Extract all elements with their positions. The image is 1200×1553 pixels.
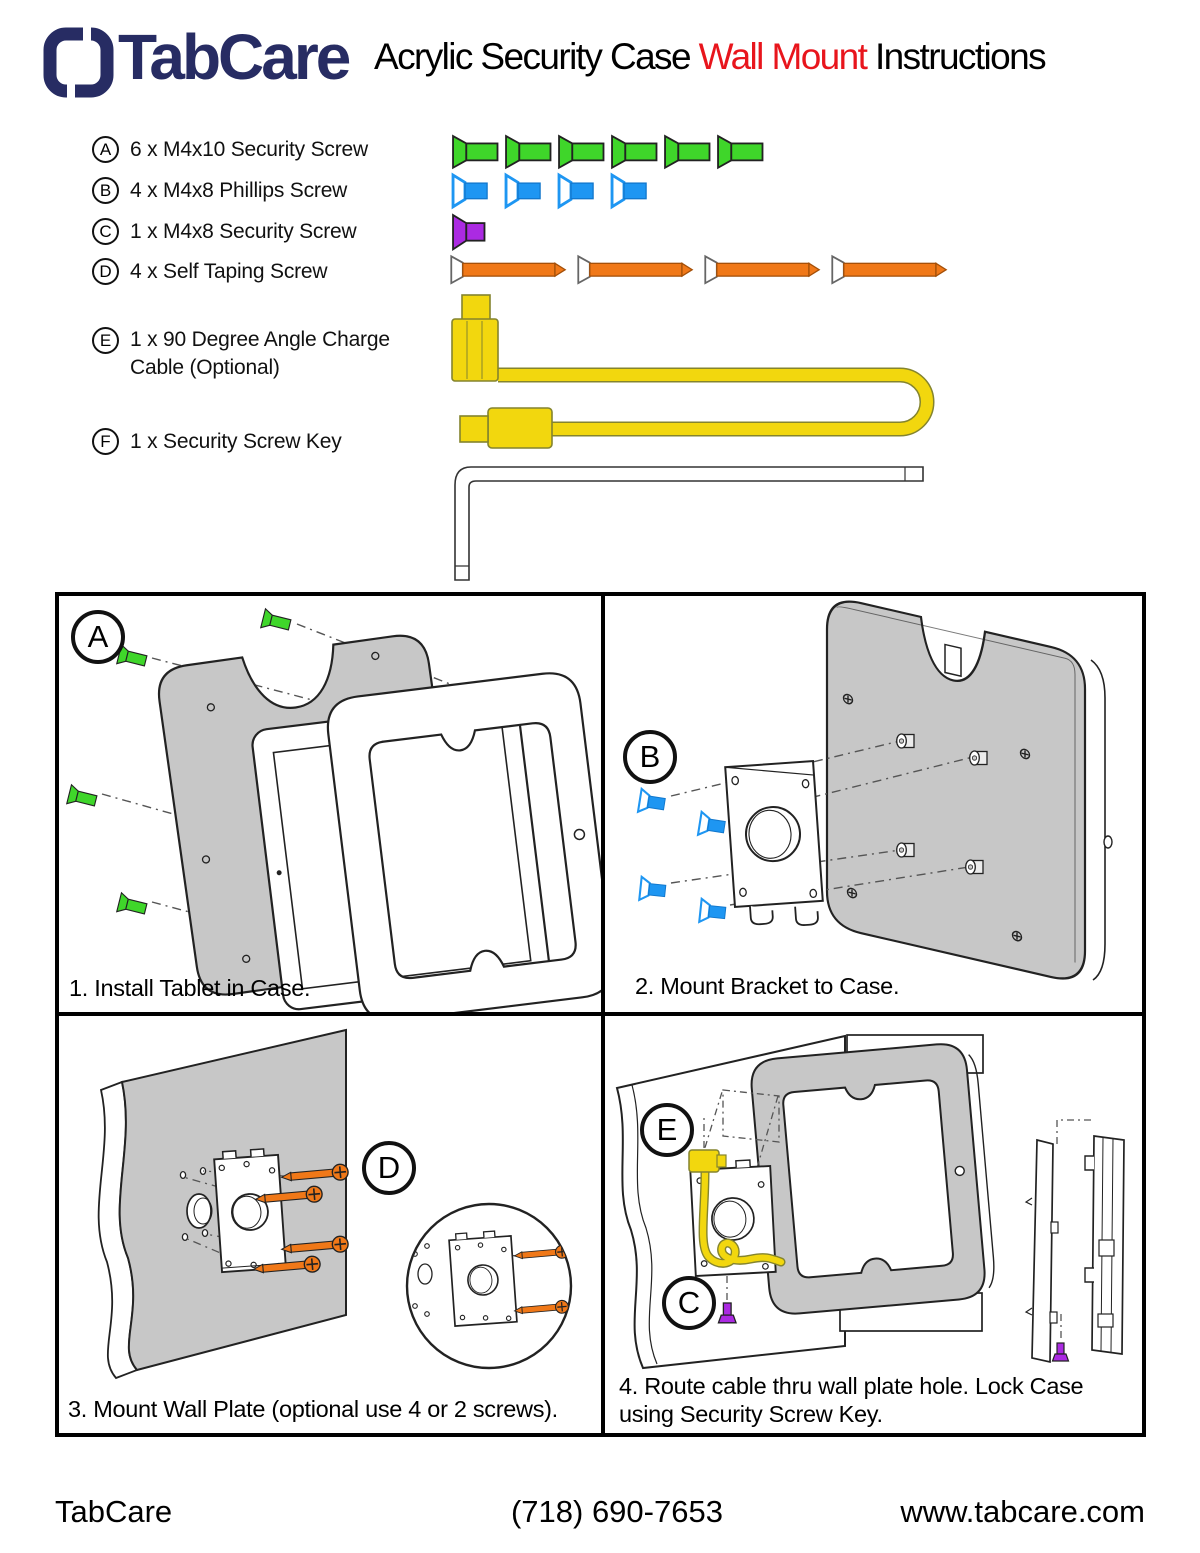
footer-website: www.tabcare.com <box>900 1494 1145 1529</box>
title-suffix: Instructions <box>866 36 1045 77</box>
step-badge-d: D <box>362 1141 416 1195</box>
footer-phone: (718) 690-7653 <box>510 1494 723 1529</box>
part-label-c: 1 x M4x8 Security Screw <box>130 220 357 243</box>
part-label-f: 1 x Security Screw Key <box>130 430 342 453</box>
step-panel-3 <box>59 1016 605 1433</box>
orange-self-taping-screws-row <box>448 253 953 287</box>
install-tablet-diagram <box>59 596 601 1012</box>
green-security-screws-row <box>450 133 780 171</box>
brand-wordmark: TabCare <box>118 21 349 93</box>
purple-security-screw-row <box>450 212 510 254</box>
step-badge-a: A <box>71 610 125 664</box>
step-panel-2 <box>605 596 1142 1016</box>
security-key-drawing <box>445 460 940 585</box>
part-label-a: 6 x M4x10 Security Screw <box>130 138 368 161</box>
step-caption-4: 4. Route cable thru wall plate hole. Lock Case using Security Screw Key. <box>619 1372 1084 1428</box>
part-badge-b: B <box>92 177 119 204</box>
mount-wall-plate-diagram <box>59 1016 601 1429</box>
step-panel-1 <box>59 596 605 1016</box>
part-label-e: 1 x 90 Degree Angle Charge Cable (Optional) <box>130 328 390 379</box>
footer-company: TabCare <box>55 1494 173 1529</box>
charge-cable-drawing <box>448 290 953 460</box>
step-caption-2: 2. Mount Bracket to Case. <box>635 973 900 999</box>
step-caption-3: 3. Mount Wall Plate (optional use 4 or 2 screws). <box>68 1396 558 1422</box>
page-title <box>374 36 1045 78</box>
route-cable-lock-diagram <box>605 1016 1142 1429</box>
part-badge-a: A <box>92 136 119 163</box>
title-prefix: Acrylic Security Case <box>374 36 699 77</box>
instruction-grid <box>55 592 1146 1437</box>
part-label-d: 4 x Self Taping Screw <box>130 260 328 283</box>
title-highlight: Wall Mount <box>698 36 867 77</box>
mount-bracket-diagram <box>605 596 1142 1012</box>
tabcare-logo-icon <box>42 26 114 98</box>
step-panel-4 <box>605 1016 1142 1433</box>
part-label-b: 4 x M4x8 Phillips Screw <box>130 179 348 202</box>
step-badge-b: B <box>623 730 677 784</box>
step-caption-1: 1. Install Tablet in Case. <box>69 975 311 1001</box>
part-badge-e: E <box>92 327 119 354</box>
blue-phillips-screws-row <box>450 172 680 210</box>
part-badge-c: C <box>92 218 119 245</box>
step-badge-e: E <box>640 1103 694 1157</box>
part-badge-f: F <box>92 428 119 455</box>
step-badge-c: C <box>662 1276 716 1330</box>
part-badge-d: D <box>92 258 119 285</box>
